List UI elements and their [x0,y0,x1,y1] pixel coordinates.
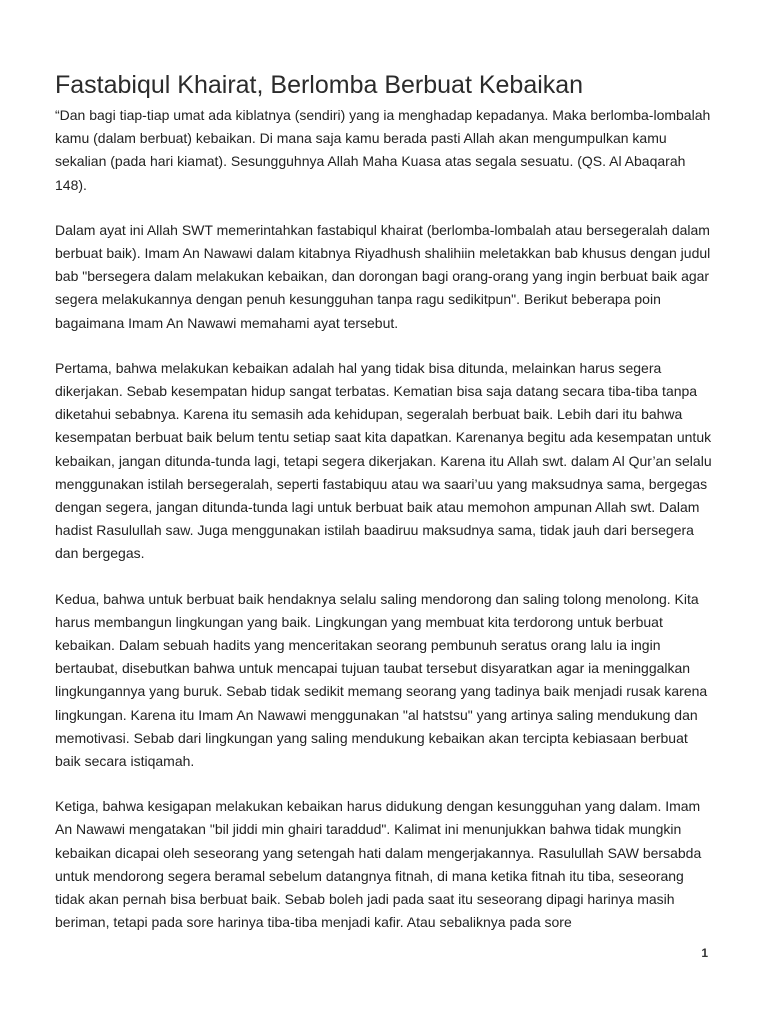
document-body [55,104,715,957]
document-title: Fastabiqul Khairat, Berlomba Berbuat Kebaikan [55,71,584,99]
paragraph-intro: Dalam ayat ini Allah SWT memerintahkan fastabiqul khairat (berlomba-lombalah atau bersegeralah dalam berbuat baik). Imam An Nawawi dalam kitabnya Riyadhush shalihiin meletakkan bab khusus dengan judul bab "bersegera dalam melakukan kebaikan, dan dorongan bagi orang-orang yang ingin berbuat baik agar segera melakukannya dengan penuh kesungguhan tanpa ragu sedikitpun". Berikut beberapa poin bagaimana Imam An Nawawi memahami ayat tersebut. [55,221,711,331]
paragraph-second-point: Kedua, bahwa untuk berbuat baik hendaknya selalu saling mendorong dan saling tolong menolong. Kita harus membangun lingkungan yang baik. Lingkungan yang membuat kita terdorong untuk berbuat kebaikan. Dalam sebuah hadits yang menceritakan seorang pembunuh seratus orang lalu ia ingin bertaubat, disebutkan bahwa untuk mencapai tujuan taubat tersebut disyaratkan agar ia meninggalkan lingkungannya yang buruk. Sebab tidak sedikit memang seorang yang tadinya baik menjadi rusak karena lingkungan. Karena itu Imam An Nawawi menggunakan "al hatstsu" yang artinya saling mendukung dan memotivasi. Sebab dari lingkungan yang saling mendukung kebaikan akan tercipta kebiasaan berbuat baik secara istiqamah. [55,590,708,770]
page-number: 1 [701,946,708,960]
paragraph-first-point: Pertama, bahwa melakukan kebaikan adalah hal yang tidak bisa ditunda, melainkan harus segera dikerjakan. Sebab kesempatan hidup sangat terbatas. Kematian bisa saja datang secara tiba-tiba tanpa diketahui sebabnya. Karena itu semasih ada kehidupan, segeralah berbuat baik. Lebih dari itu bahwa kesempatan berbuat baik belum tentu setiap saat kita dapatkan. Karenanya begitu ada kesempatan untuk kebaikan, jangan ditunda-tunda lagi, tetapi segera dikerjakan. Karena itu Allah swt. dalam Al Qur’an selalu menggunakan istilah bersegeralah, seperti fastabiquu atau wa saari’uu yang maksudnya sama, bergegas dengan segera, jangan ditunda-tunda lagi untuk berbuat baik atau memohon ampunan Allah swt. Dalam hadist Rasulullah saw. Juga menggunakan istilah baadiruu maksudnya sama, tidak jauh dari bersegera dan bergegas. [55,359,712,562]
paragraph-quote: “Dan bagi tiap-tiap umat ada kiblatnya (sendiri) yang ia menghadap kepadanya. Maka berlomba-lombalah kamu (dalam berbuat) kebaikan. Di mana saja kamu berada pasti Allah akan mengumpulkan kamu sekalian (pada hari kiamat). Sesungguhnya Allah Maha Kuasa atas segala sesuatu. (QS. Al Abaqarah 148). [55,107,711,193]
paragraph-third-point: Ketiga, bahwa kesigapan melakukan kebaikan harus didukung dengan kesungguhan yang dalam. Imam An Nawawi mengatakan "bil jiddi min ghairi taraddud". Kalimat ini menunjukkan bahwa tidak mungkin kebaikan dicapai oleh seseorang yang setengah hati dalam mengerjakannya. Rasulullah SAW bersabda untuk mendorong segera beramal sebelum datangnya fitnah, di mana ketika fitnah itu tiba, seseorang tidak akan pernah bisa berbuat baik. Sebab boleh jadi pada saat itu seseorang dipagi harinya masih beriman, tetapi pada sore harinya tiba-tiba menjadi kafir. Atau sebaliknya pada sore [55,798,702,931]
